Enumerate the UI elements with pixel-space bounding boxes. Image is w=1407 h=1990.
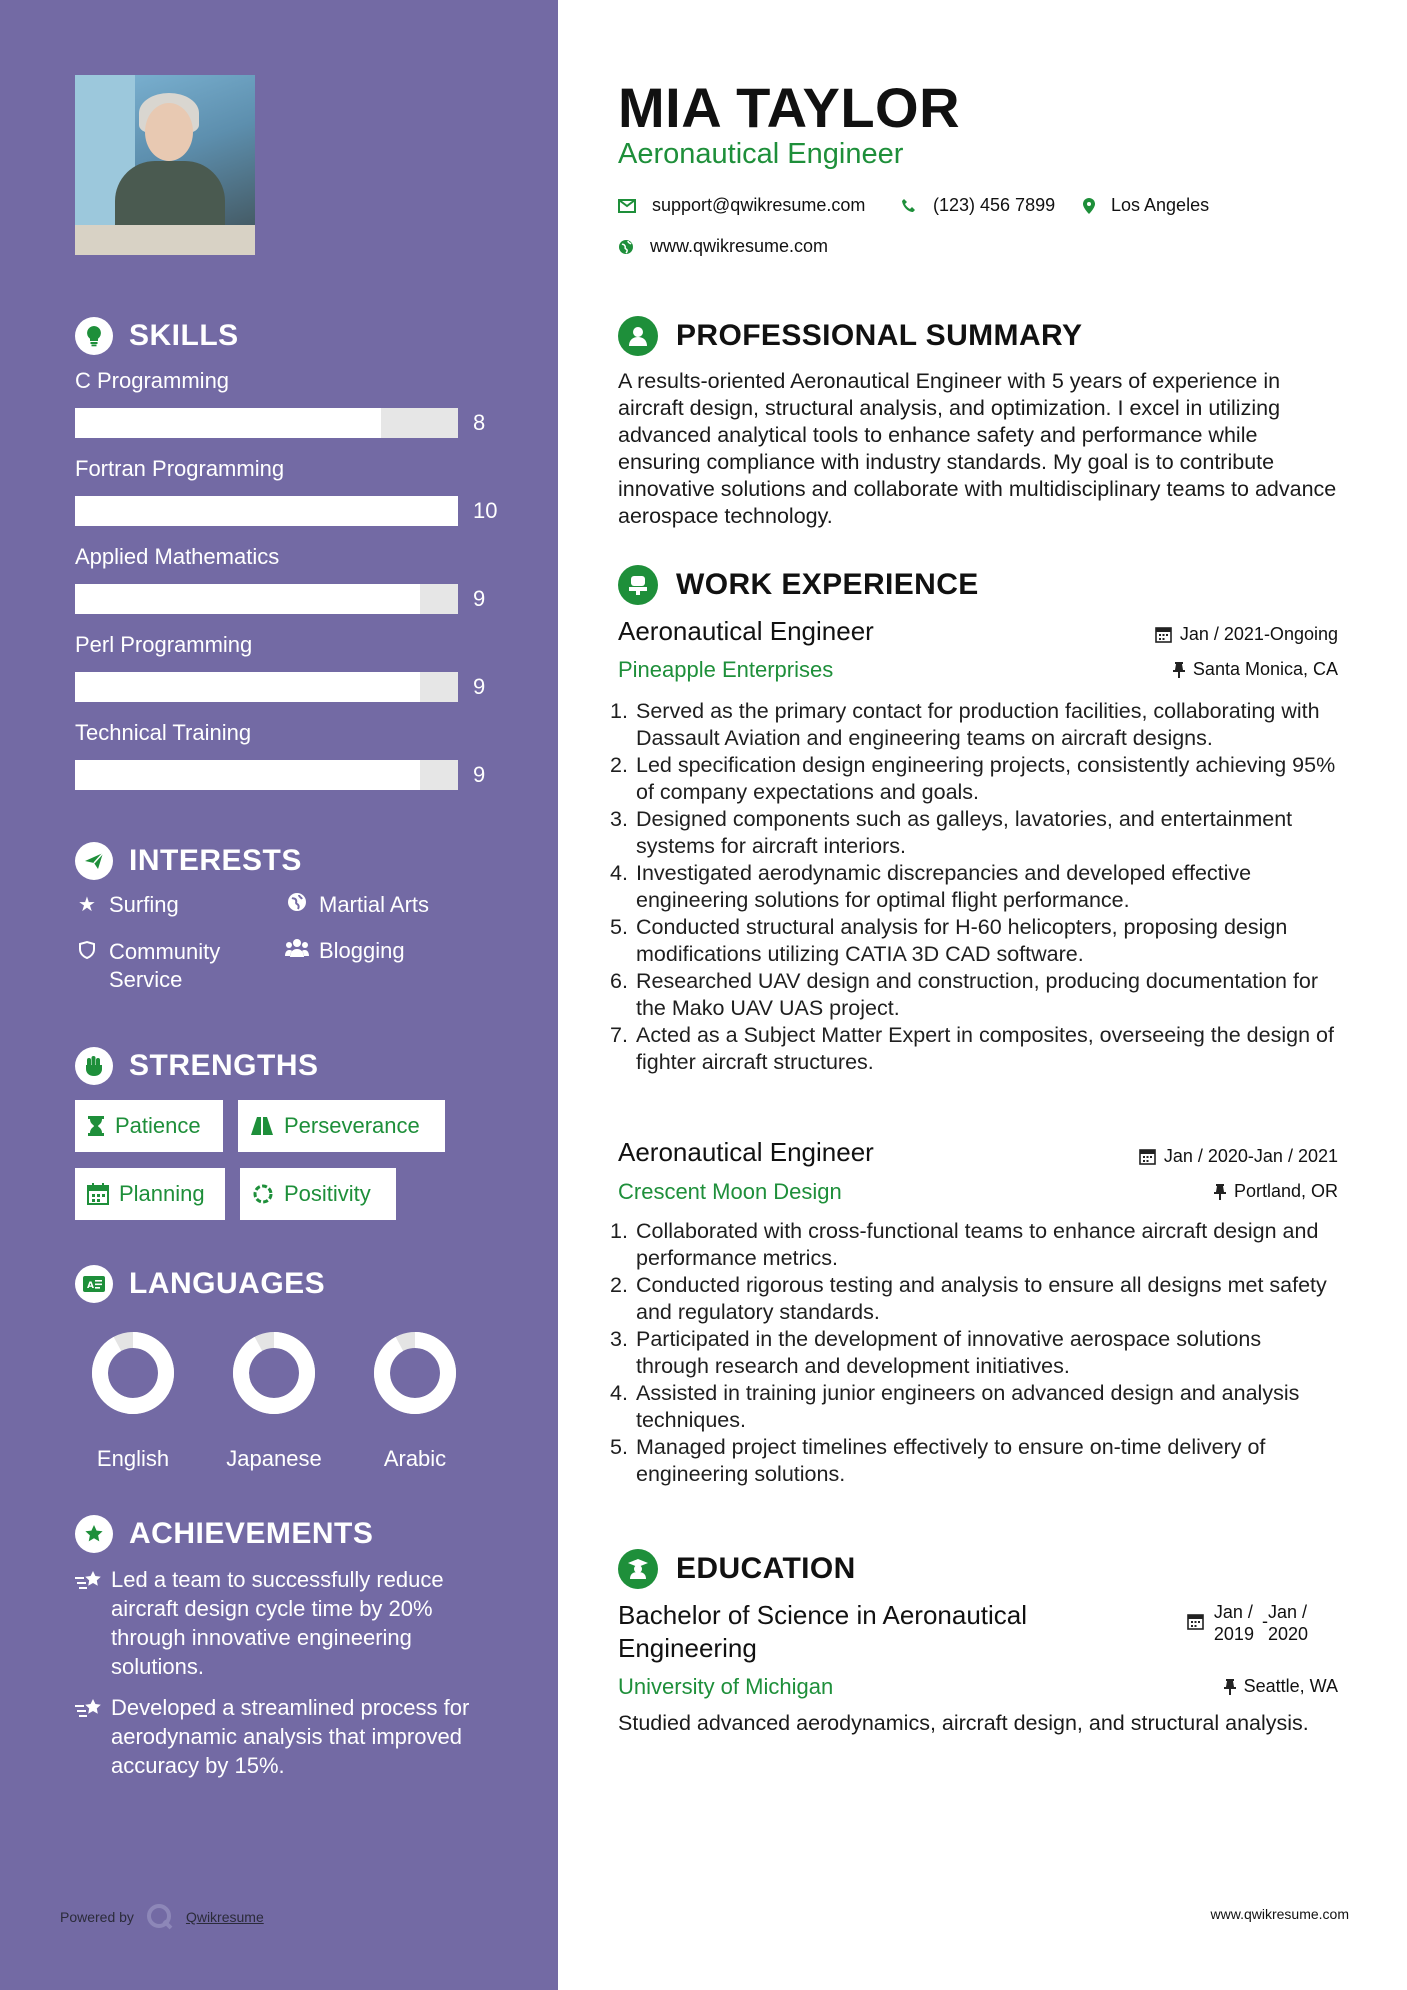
job-bullet: 1. Collaborated with cross-functional teams to enhance aircraft design and performance metrics.: [610, 1219, 1319, 1270]
interest-item: Martial Arts: [285, 892, 429, 918]
skill-bar-fill: [75, 760, 420, 790]
envelope-icon: [618, 199, 636, 213]
language-level-ring: [91, 1331, 175, 1415]
job-bullet: 4. Investigated aerodynamic discrepancies and developed effective engineering solutions for optimal flight performance.: [610, 861, 1252, 912]
user-icon: [618, 316, 658, 356]
skill-item: [75, 368, 505, 456]
job-bullets: [610, 1218, 1338, 1488]
skill-name: C Programming: [75, 368, 230, 393]
paper-plane-icon: [75, 842, 113, 880]
map-marker-icon: [1083, 198, 1095, 214]
achievements-title: ACHIEVEMENTS: [129, 1517, 374, 1550]
language-item: [219, 1331, 329, 1472]
job-bullet: 2. Conducted rigorous testing and analysis to ensure all designs met safety and regulatory standards.: [610, 1273, 1327, 1324]
education-description: Studied advanced aerodynamics, aircraft design, and structural analysis.: [618, 1711, 1309, 1735]
sidebar: [0, 0, 558, 1990]
skill-bar: [75, 408, 458, 438]
users-icon: [285, 938, 309, 958]
strength-tag-planning: Planning: [75, 1168, 225, 1220]
interest-item: Community Service: [75, 938, 239, 994]
education-header: [618, 1549, 856, 1589]
road-icon: [250, 1116, 274, 1136]
shooting-star-icon: [75, 1693, 111, 1780]
footer-url[interactable]: www.qwikresume.com: [1210, 1906, 1349, 1922]
interests-section: [75, 841, 505, 881]
powered-by-label: Powered by: [60, 1909, 134, 1925]
strengths-title: STRENGTHS: [129, 1049, 319, 1082]
languages-title: LANGUAGES: [129, 1267, 326, 1300]
skill-item: [75, 632, 505, 720]
education-title: EDUCATION: [676, 1552, 856, 1585]
language-level-ring: [373, 1331, 457, 1415]
interest-item: Blogging: [285, 938, 405, 964]
education-location: Seattle, WA: [1224, 1676, 1338, 1697]
skill-bar-fill: [75, 672, 420, 702]
skill-value: 9: [473, 674, 486, 699]
strength-tag-patience: Patience: [75, 1100, 223, 1152]
job-bullet: 1. Served as the primary contact for production facilities, collaborating with Dassault Aviation and engineering teams on aircraft designs.: [610, 699, 1320, 750]
experience-header: [618, 565, 979, 605]
job-bullet: 5. Managed project timelines effectively to ensure on-time delivery of engineering solutions.: [610, 1435, 1266, 1486]
language-name: Arabic: [383, 1446, 447, 1471]
languages-section: [75, 1264, 505, 1304]
job-bullet: 5. Conducted structural analysis for H-60 helicopters, proposing design modifications utilizing CATIA 3D CAD software.: [610, 915, 1288, 966]
school-name: University of Michigan: [618, 1674, 834, 1699]
contact-phone[interactable]: (123) 456 7899: [901, 195, 1055, 216]
interests-title: INTERESTS: [129, 844, 302, 877]
job-bullet: 2. Led specification design engineering projects, consistently achieving 95% of company expectations and goals.: [610, 753, 1336, 804]
job-location: Santa Monica, CA: [1173, 659, 1338, 680]
skill-name: Perl Programming: [75, 632, 253, 657]
job-location: Portland, OR: [1214, 1181, 1338, 1202]
skill-bar: [75, 760, 458, 790]
graduate-icon: [618, 1549, 658, 1589]
strength-tag-positivity: Positivity: [240, 1168, 396, 1220]
job-dates: Jan / 2021-Ongoing: [1155, 624, 1338, 645]
skill-name: Applied Mathematics: [75, 544, 280, 569]
shield-icon: [75, 938, 99, 960]
achievements-section: [75, 1514, 505, 1554]
language-level-ring: [232, 1331, 316, 1415]
svg-text:A: A: [87, 1281, 94, 1291]
achievement-item: Developed a streamlined process for aerodynamic analysis that improved accuracy by 15%.: [75, 1693, 495, 1780]
skill-item: [75, 544, 505, 632]
globe-icon: [285, 892, 309, 912]
job-title: Aeronautical Engineer: [618, 616, 874, 646]
skill-value: 8: [473, 410, 486, 435]
strength-tag-perseverance: Perseverance: [238, 1100, 445, 1152]
strengths-section: [75, 1046, 505, 1086]
skill-bar: [75, 672, 458, 702]
contact-email[interactable]: support@qwikresume.com: [618, 195, 865, 216]
skill-bar-fill: [75, 584, 420, 614]
job-bullet: 4. Assisted in training junior engineers on advanced design and analysis techniques.: [610, 1381, 1300, 1432]
job-title: Aeronautical Engineer: [618, 1137, 874, 1167]
job-company: Pineapple Enterprises: [618, 657, 834, 682]
job-bullets: [610, 698, 1338, 1076]
briefcase-user-icon: [618, 565, 658, 605]
job-bullet: 3. Designed components such as galleys, lavatories, and entertainment systems for aircraft interiors.: [610, 807, 1293, 858]
candidate-name: MIA TAYLOR: [618, 76, 961, 139]
language-item: [78, 1331, 188, 1472]
skills-section: [75, 316, 505, 356]
skill-bar: [75, 496, 458, 526]
skill-item: [75, 720, 505, 808]
qwikresume-logo-icon: [146, 1903, 174, 1931]
summary-title: PROFESSIONAL SUMMARY: [676, 319, 1083, 352]
candidate-role: Aeronautical Engineer: [618, 138, 904, 170]
contact-location: Los Angeles: [1083, 195, 1209, 216]
job-dates: Jan / 2020-Jan / 2021: [1139, 1146, 1338, 1167]
calendar-icon: [87, 1183, 109, 1205]
job-bullet: 6. Researched UAV design and construction, producing documentation for the Mako UAV UAS project.: [610, 969, 1319, 1020]
phone-icon: [901, 198, 917, 214]
powered-by: [60, 1903, 264, 1931]
job-bullet: 3. Participated in the development of innovative aerospace solutions through research and development initiatives.: [610, 1327, 1262, 1378]
pushpin-icon: [1224, 1679, 1236, 1695]
calendar-icon: [1187, 1613, 1204, 1630]
pushpin-icon: [1214, 1184, 1226, 1200]
experience-title: WORK EXPERIENCE: [676, 568, 979, 601]
skill-bar-fill: [75, 496, 458, 526]
circle-notch-icon: [252, 1183, 274, 1205]
star-icon: ★: [78, 894, 96, 916]
language-icon: [75, 1265, 113, 1303]
powered-by-brand-link[interactable]: Qwikresume: [185, 1909, 264, 1925]
profile-photo: [75, 75, 255, 255]
skill-name: Fortran Programming: [75, 456, 285, 481]
summary-header: [618, 316, 1082, 356]
education-dates: Jan / 2019 - Jan / 2020: [1187, 1601, 1338, 1645]
achievement-item: Led a team to successfully reduce aircraft design cycle time by 20% through innovative engineering solutions.: [75, 1565, 495, 1681]
skill-item: [75, 456, 505, 544]
summary-text: A results-oriented Aeronautical Engineer with 5 years of experience in aircraft design, structural analysis, and optimization. I excel in utilizing advanced analytical tools to enhance safety and performance while ensuring compliance with industry standards. My goal is to contribute innovative solutions and collaborate with multidisciplinary teams to advance aerospace technology.: [618, 369, 1337, 528]
lightbulb-icon: [75, 317, 113, 355]
skill-name: Technical Training: [75, 720, 252, 745]
calendar-icon: [1139, 1148, 1156, 1165]
hand-fist-icon: [75, 1047, 113, 1085]
language-item: [360, 1331, 470, 1472]
skill-value: 10: [473, 498, 498, 523]
language-name: English: [96, 1446, 170, 1471]
pushpin-icon: [1173, 662, 1185, 678]
skill-value: 9: [473, 586, 486, 611]
award-star-icon: [75, 1515, 113, 1553]
language-name: Japanese: [226, 1446, 322, 1471]
interest-item: ★ Surfing: [75, 892, 179, 918]
skill-bar: [75, 584, 458, 614]
job-bullet: 7. Acted as a Subject Matter Expert in composites, overseeing the design of fighter aircraft structures.: [610, 1023, 1334, 1074]
contact-website[interactable]: www.qwikresume.com: [618, 236, 828, 257]
degree-title: Bachelor of Science in Aeronautical Engineering: [618, 1600, 1028, 1663]
globe-icon: [618, 239, 634, 255]
skills-title: SKILLS: [129, 319, 239, 352]
skill-bar-fill: [75, 408, 381, 438]
skills-list: [75, 368, 505, 808]
hourglass-icon: [87, 1115, 105, 1137]
skill-value: 9: [473, 762, 486, 787]
job-company: Crescent Moon Design: [618, 1179, 842, 1204]
shooting-star-icon: [75, 1565, 111, 1681]
calendar-icon: [1155, 626, 1172, 643]
